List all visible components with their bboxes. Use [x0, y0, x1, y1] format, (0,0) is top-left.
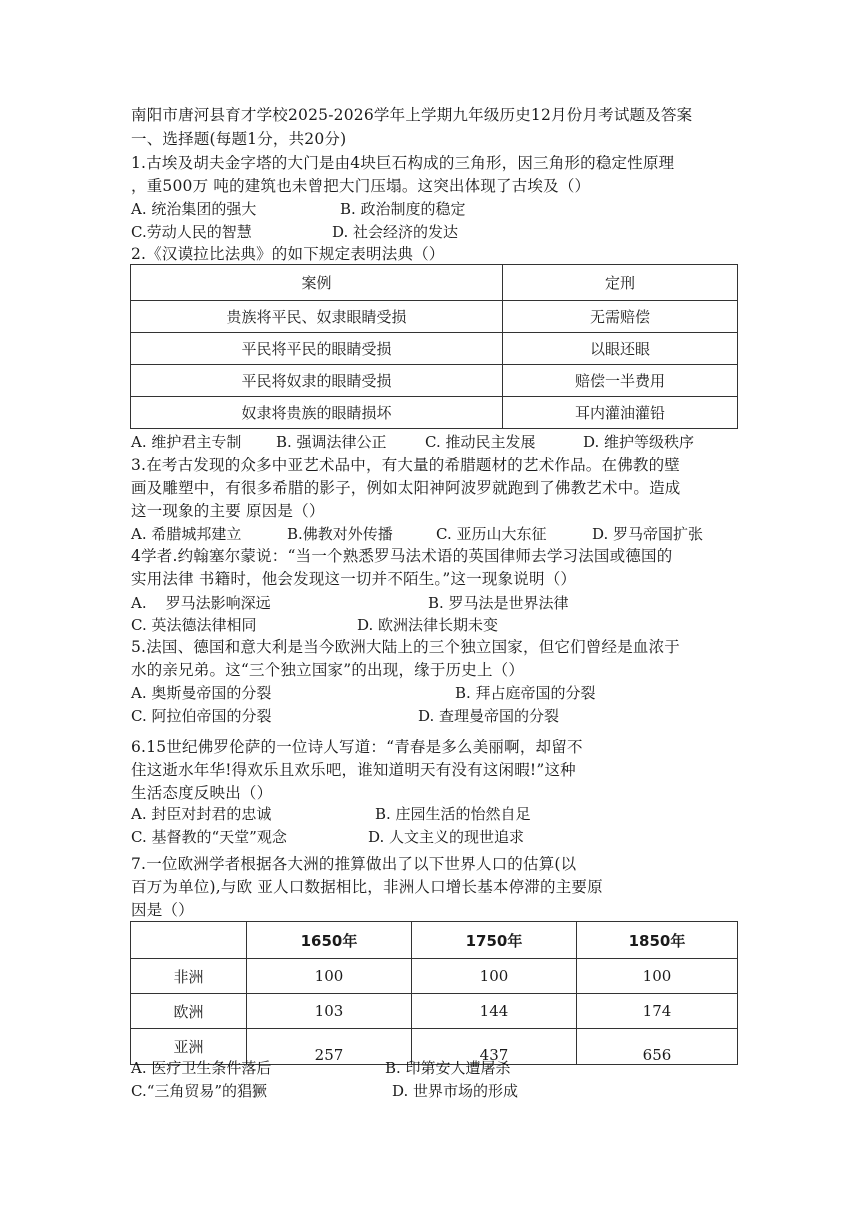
q5-option-c: C. 阿拉伯帝国的分裂 — [131, 707, 272, 725]
q7-option-b: B. 印第安人遭屠杀 — [385, 1059, 511, 1077]
q7-cell-value: 174 — [577, 994, 738, 1029]
q4-option-c: C. 英法德法律相同 — [131, 616, 257, 634]
q2-option-c: C. 推动民主发展 — [425, 433, 536, 451]
table-row — [131, 959, 738, 994]
q1-option-c: C.劳动人民的智慧 — [131, 223, 252, 241]
q3-option-d: D. 罗马帝国扩张 — [592, 525, 704, 543]
q6-option-b: B. 庄园生活的怡然自足 — [375, 805, 531, 823]
q7-stem-line-3: 因是（） — [131, 901, 194, 919]
q7-stem-line-2: 百万为单位),与欧 亚人口数据相比，非洲人口增长基本停滞的主要原 — [131, 878, 603, 896]
table-row — [131, 397, 738, 429]
q3-option-b: B.佛教对外传播 — [287, 525, 393, 543]
q7-cell-value: 437 — [412, 1029, 577, 1065]
q1-option-d: D. 社会经济的发达 — [332, 223, 459, 241]
q7-cell-region: 欧洲 — [131, 994, 247, 1029]
q6-option-a: A. 封臣对封君的忠诚 — [131, 805, 272, 823]
q2-header-case: 案例 — [131, 265, 503, 301]
section-heading: 一、选择题(每题1分，共20分) — [131, 130, 347, 148]
q7-header-1850: 1850年 — [577, 922, 738, 959]
page-title: 南阳市唐河县育才学校2025-2026学年上学期九年级历史12月份月考试题及答案 — [131, 106, 693, 124]
q5-stem-line-1: 5.法国、德国和意大利是当今欧洲大陆上的三个独立国家，但它们曾经是血浓于 — [131, 638, 680, 656]
q2-cell-penalty: 无需赔偿 — [503, 301, 738, 333]
q2-cell-case: 平民将平民的眼睛受损 — [131, 333, 503, 365]
q6-option-d: D. 人文主义的现世追求 — [368, 828, 525, 846]
q2-cell-penalty: 赔偿一半费用 — [503, 365, 738, 397]
q3-option-a: A. 希腊城邦建立 — [131, 525, 242, 543]
q7-population-table — [130, 921, 738, 1065]
table-row — [131, 301, 738, 333]
q7-cell-value: 257 — [247, 1029, 412, 1065]
q4-stem-line-1: 4学者.约翰塞尔蒙说：“当一个熟悉罗马法术语的英国律师去学习法国或德国的 — [131, 547, 673, 565]
q3-stem-line-3: 这一现象的主要 原因是（） — [131, 502, 325, 520]
q1-stem-line-1: 1.古埃及胡夫金字塔的大门是由4块巨石构成的三角形，因三角形的稳定性原理 — [131, 154, 675, 172]
q2-cell-case: 奴隶将贵族的眼睛损坏 — [131, 397, 503, 429]
q2-cell-penalty: 以眼还眼 — [503, 333, 738, 365]
q2-stem: 2.《汉谟拉比法典》的如下规定表明法典（） — [131, 245, 445, 263]
q7-option-d: D. 世界市场的形成 — [392, 1082, 519, 1100]
q5-option-a: A. 奥斯曼帝国的分裂 — [131, 684, 272, 702]
table-row — [131, 365, 738, 397]
q7-cell-region: 非洲 — [131, 959, 247, 994]
q5-option-b: B. 拜占庭帝国的分裂 — [455, 684, 596, 702]
q6-stem-line-1: 6.15世纪佛罗伦萨的一位诗人写道：“青春是多么美丽啊，却留不 — [131, 738, 583, 756]
q2-table-header-row — [131, 265, 738, 301]
q7-cell-value: 100 — [577, 959, 738, 994]
q7-cell-value: 100 — [412, 959, 577, 994]
q1-option-b: B. 政治制度的稳定 — [340, 200, 466, 218]
q7-header-corner — [131, 922, 247, 959]
q2-table — [130, 264, 738, 429]
q7-table-header-row — [131, 922, 738, 959]
q7-cell-value: 144 — [412, 994, 577, 1029]
q2-option-a: A. 维护君主专制 — [131, 433, 242, 451]
q6-stem-line-3: 生活态度反映出（） — [131, 784, 273, 802]
q1-stem-line-2: ，重500万 吨的建筑也未曾把大门压塌。这突出体现了古埃及（） — [131, 177, 591, 195]
q2-cell-penalty: 耳内灌油灌铅 — [503, 397, 738, 429]
q2-cell-case: 平民将奴隶的眼睛受损 — [131, 365, 503, 397]
q3-stem-line-2: 画及雕塑中，有很多希腊的影子，例如太阳神阿波罗就跑到了佛教艺术中。造成 — [131, 479, 681, 497]
q7-cell-region: 亚洲 — [131, 1029, 247, 1065]
q4-option-d: D. 欧洲法律长期未变 — [357, 616, 499, 634]
q7-stem-line-1: 7.一位欧洲学者根据各大洲的推算做出了以下世界人口的估算(以 — [131, 855, 577, 873]
q3-stem-line-1: 3.在考古发现的众多中亚艺术品中，有大量的希腊题材的艺术作品。在佛教的壁 — [131, 456, 680, 474]
q6-option-c: C. 基督教的“天堂”观念 — [131, 828, 287, 846]
q2-option-d: D. 维护等级秩序 — [583, 433, 695, 451]
q4-option-b: B. 罗马法是世界法律 — [428, 594, 569, 612]
q5-option-d: D. 查理曼帝国的分裂 — [418, 707, 560, 725]
q4-stem-line-2: 实用法律 书籍时，他会发现这一切并不陌生。”这一现象说明（） — [131, 570, 577, 588]
q6-stem-line-2: 住这逝水年华!得欢乐且欢乐吧，谁知道明天有没有这闲暇!”这种 — [131, 761, 576, 779]
q7-option-c: C.“三角贸易”的猖獗 — [131, 1082, 268, 1100]
q2-cell-case: 贵族将平民、奴隶眼睛受损 — [131, 301, 503, 333]
q7-cell-value: 100 — [247, 959, 412, 994]
q7-cell-value: 656 — [577, 1029, 738, 1065]
q1-option-a: A. 统治集团的强大 — [131, 200, 257, 218]
q2-option-b: B. 强调法律公正 — [276, 433, 387, 451]
q7-header-1750: 1750年 — [412, 922, 577, 959]
q7-header-1650: 1650年 — [247, 922, 412, 959]
table-row — [131, 333, 738, 365]
q7-cell-value: 103 — [247, 994, 412, 1029]
q7-option-a: A. 医疗卫生条件落后 — [131, 1059, 272, 1077]
q5-stem-line-2: 水的亲兄弟。这“三个独立国家”的出现，缘于历史上（） — [131, 661, 525, 679]
q3-option-c: C. 亚历山大东征 — [436, 525, 547, 543]
q2-header-penalty: 定刑 — [503, 265, 738, 301]
table-row — [131, 994, 738, 1029]
q4-option-a: A. 罗马法影响深远 — [131, 594, 271, 612]
